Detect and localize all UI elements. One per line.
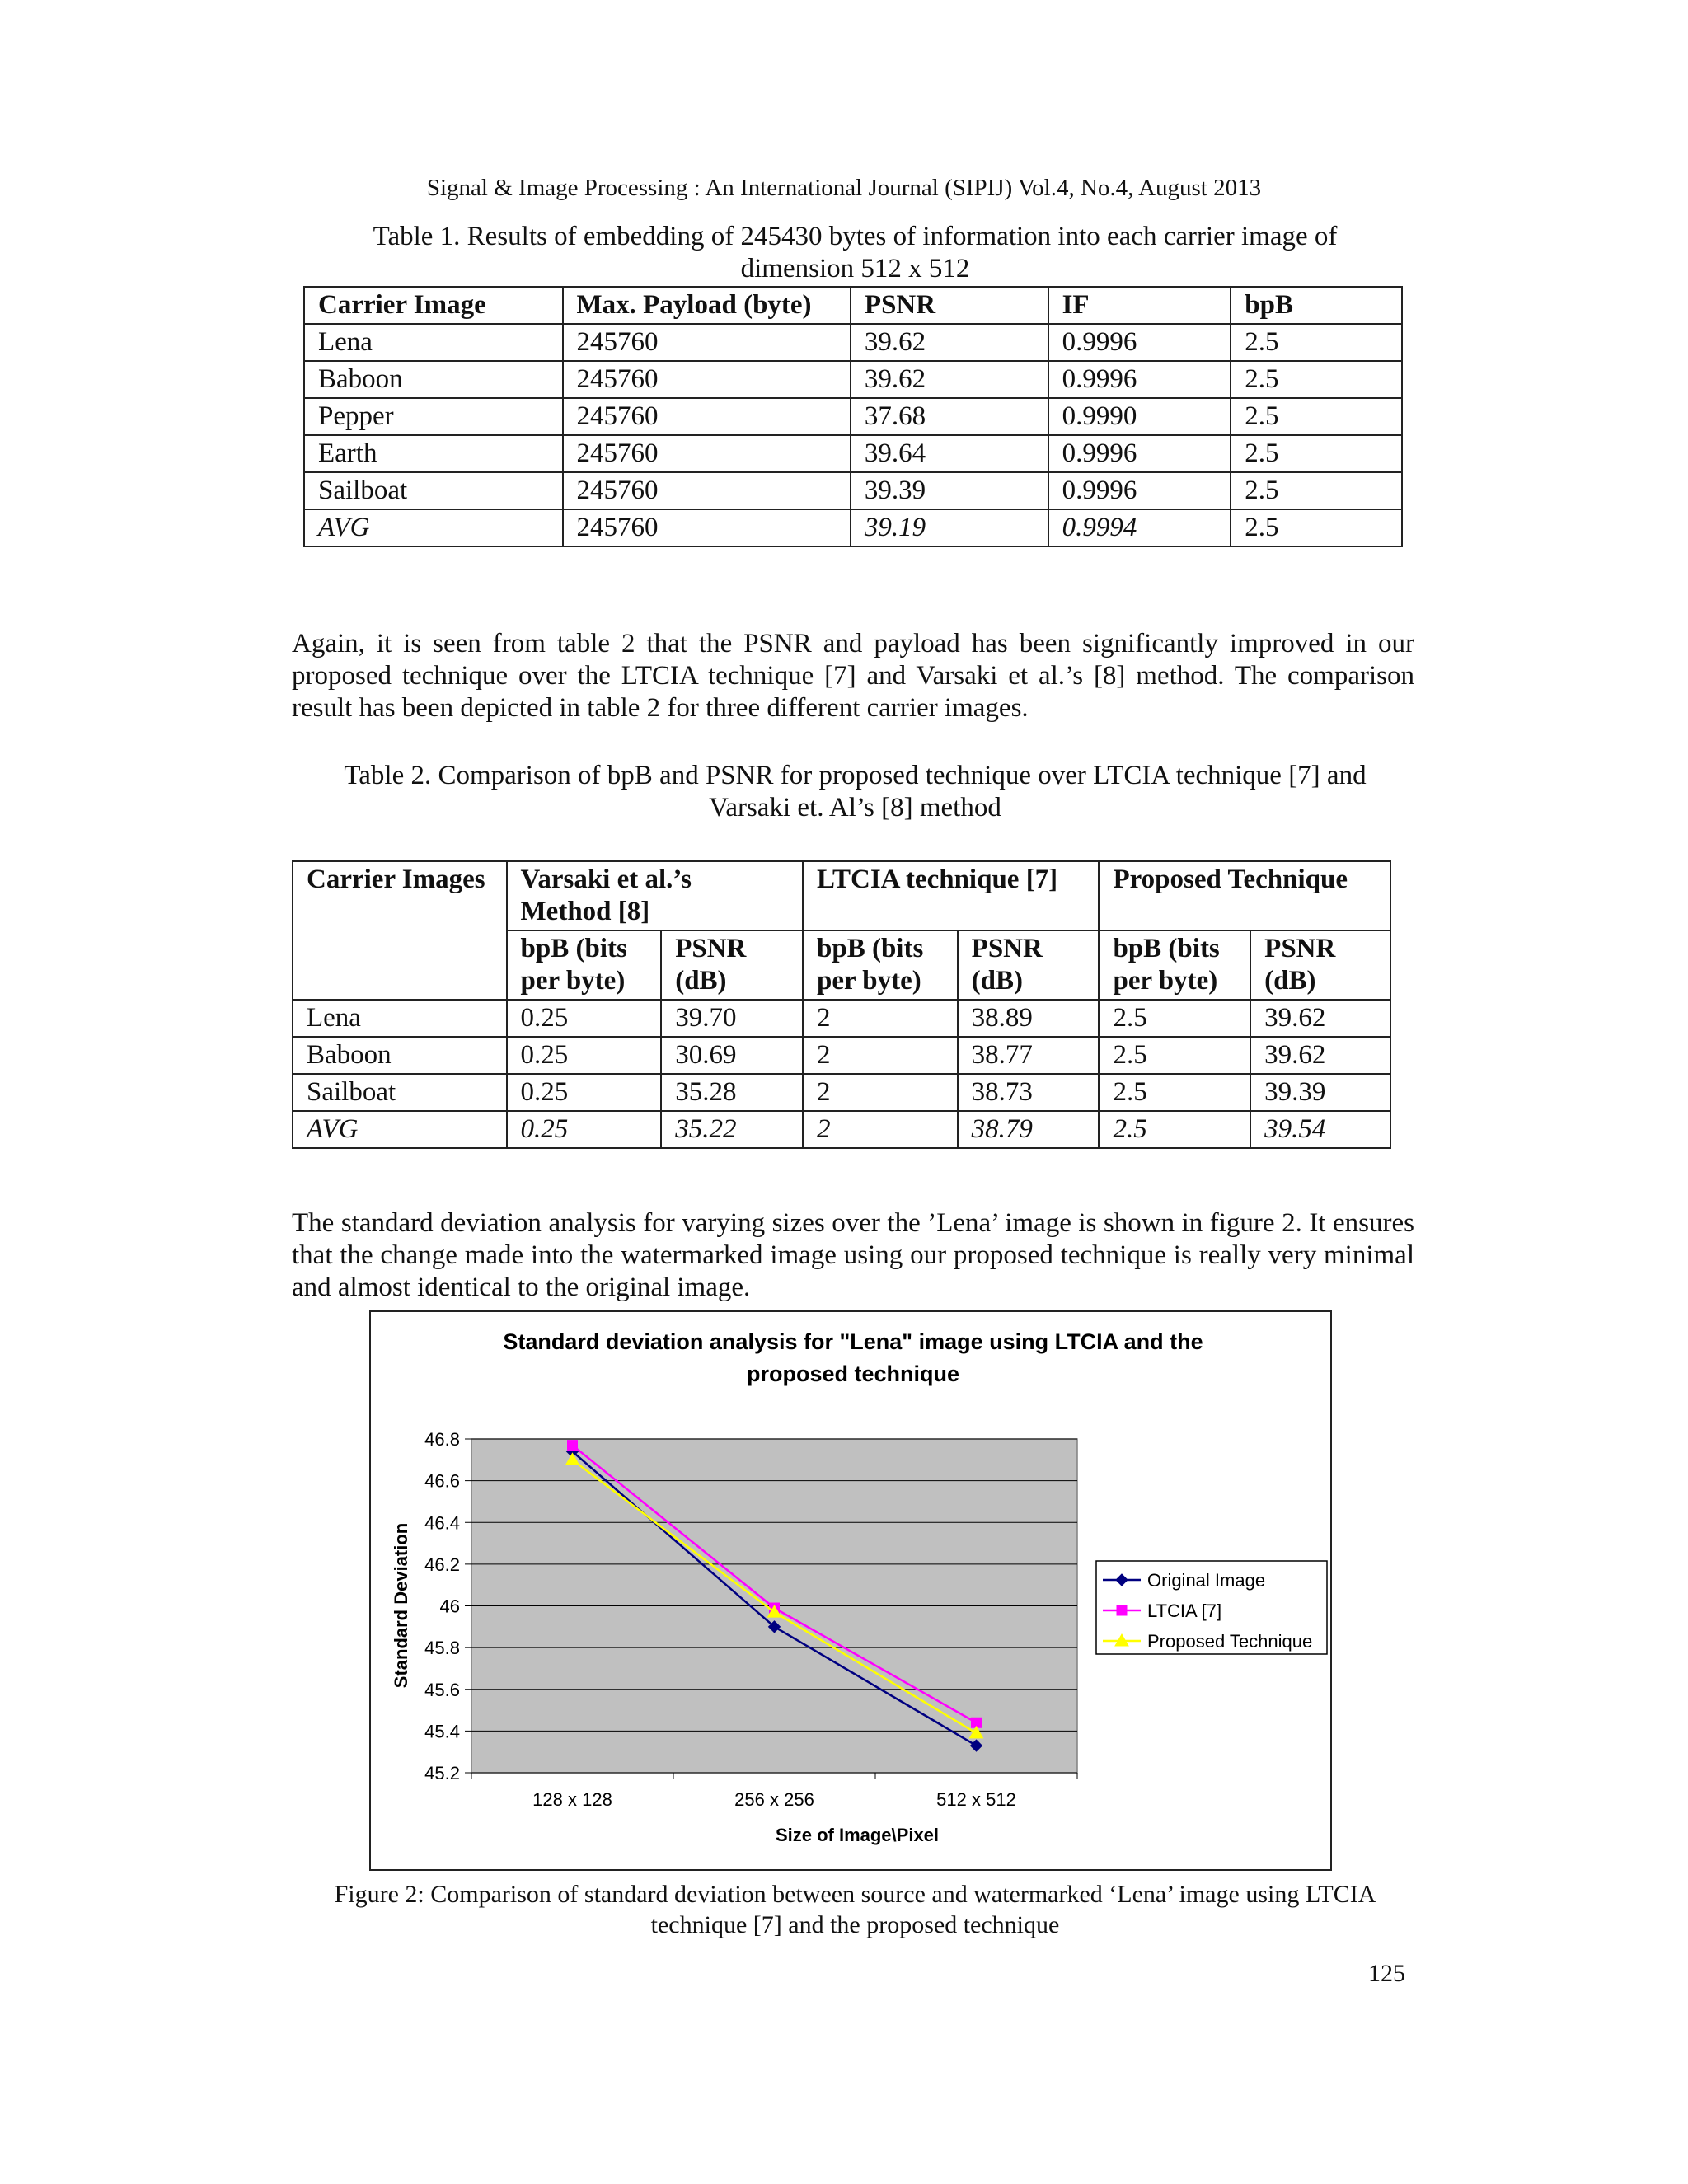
table2-group-header: Varsaki et al.’s Method [8]: [507, 861, 803, 930]
table2-caption-line2: Varsaki et. Al’s [8] method: [709, 793, 1001, 823]
table-cell: 2: [803, 1000, 958, 1037]
legend: [1096, 1561, 1327, 1654]
y-tick-label: 46: [439, 1596, 460, 1617]
table-cell: 245760: [563, 361, 851, 398]
table-cell: Lena: [293, 1000, 507, 1037]
table-cell: AVG: [304, 509, 563, 546]
y-tick-label: 46.8: [424, 1429, 460, 1450]
y-axis-label: Standard Deviation: [391, 1522, 411, 1689]
table-cell: 0.25: [507, 1037, 662, 1074]
table-cell: 39.19: [851, 509, 1048, 546]
table-cell: 38.79: [958, 1111, 1100, 1148]
table1-header: IF: [1048, 287, 1231, 324]
table-cell: 245760: [563, 324, 851, 361]
table-cell: 245760: [563, 435, 851, 472]
table-cell: Earth: [304, 435, 563, 472]
x-tick-label: 256 x 256: [734, 1789, 814, 1810]
table-cell: 0.25: [507, 1074, 662, 1111]
table-cell: Baboon: [304, 361, 563, 398]
table-cell: 245760: [563, 472, 851, 509]
y-tick-label: 45.8: [424, 1638, 460, 1659]
table2: [292, 860, 1391, 1149]
y-tick-label: 46.2: [424, 1554, 460, 1575]
table-cell: 0.25: [507, 1000, 662, 1037]
table-cell: 2.5: [1231, 324, 1402, 361]
table2-group-header: Carrier Images: [293, 861, 507, 1000]
table1: [303, 286, 1403, 547]
y-tick-label: 45.2: [424, 1763, 460, 1783]
table-row-avg: [293, 1111, 1390, 1148]
table-row: [293, 1074, 1390, 1111]
table-cell: 245760: [563, 509, 851, 546]
chart-title-line2: proposed technique: [746, 1361, 960, 1386]
table-cell: 38.73: [958, 1074, 1100, 1111]
legend-marker: [1117, 1605, 1127, 1615]
table-cell: Sailboat: [293, 1074, 507, 1111]
table-cell: 39.62: [1250, 1037, 1390, 1074]
y-tick-labels: [424, 1429, 471, 1783]
table-cell: 38.77: [958, 1037, 1100, 1074]
table2-sub-header: bpB (bits per byte): [1099, 930, 1250, 1000]
table-cell: Baboon: [293, 1037, 507, 1074]
x-tick-label: 128 x 128: [532, 1789, 612, 1810]
table-cell: 0.9996: [1048, 361, 1231, 398]
table1-header: Max. Payload (byte): [563, 287, 851, 324]
chart: [371, 1312, 1330, 1869]
figure-caption-line1: Figure 2: Comparison of standard deviation between source and watermarked ‘Lena’ image using LTCIA: [334, 1881, 1376, 1908]
table1-caption-line1: Table 1. Results of embedding of 245430 bytes of information into each carrier image of: [373, 222, 1338, 251]
table2-sub-header: PSNR (dB): [1250, 930, 1390, 1000]
table-cell: AVG: [293, 1111, 507, 1148]
table-cell: 2.5: [1099, 1037, 1250, 1074]
table-cell: 0.9996: [1048, 324, 1231, 361]
table-cell: 39.62: [1250, 1000, 1390, 1037]
table2-group-header-row: [293, 861, 1390, 930]
table-cell: 37.68: [851, 398, 1048, 435]
table-cell: Sailboat: [304, 472, 563, 509]
table2-group-header: Proposed Technique: [1099, 861, 1390, 930]
table1-header: bpB: [1231, 287, 1402, 324]
table-cell: 0.9990: [1048, 398, 1231, 435]
table-row: [293, 1037, 1390, 1074]
table-row: [304, 398, 1402, 435]
data-point: [568, 1441, 578, 1451]
running-head: Signal & Image Processing : An International Journal (SIPIJ) Vol.4, No.4, August 2013: [426, 175, 1262, 201]
table1-caption: [280, 221, 1430, 285]
table-cell: 0.9994: [1048, 509, 1231, 546]
table-cell: 39.54: [1250, 1111, 1390, 1148]
table-cell: 2.5: [1231, 435, 1402, 472]
table2-sub-header: bpB (bits per byte): [507, 930, 662, 1000]
table1-header: PSNR: [851, 287, 1048, 324]
table-cell: 2.5: [1231, 361, 1402, 398]
y-tick-label: 45.6: [424, 1679, 460, 1700]
table1-caption-line2: dimension 512 x 512: [740, 254, 970, 284]
paragraph-2: The standard deviation analysis for varying sizes over the ’Lena’ image is shown in figure 2. It ensures that the change made into the watermarked image using our proposed technique is really very minimal and almost identical to the original image.: [292, 1208, 1414, 1302]
table-cell: 0.9996: [1048, 435, 1231, 472]
table-row: [304, 324, 1402, 361]
table-cell: 2.5: [1231, 509, 1402, 546]
legend-label: LTCIA [7]: [1147, 1601, 1222, 1621]
table-cell: Lena: [304, 324, 563, 361]
table-cell: 2.5: [1099, 1074, 1250, 1111]
table-cell: 39.39: [1250, 1074, 1390, 1111]
table-cell: 245760: [563, 398, 851, 435]
paragraph-1: Again, it is seen from table 2 that the PSNR and payload has been significantly improved in our proposed technique over the LTCIA technique [7] and Varsaki et al.’s [8] method. The comparison result has been depicted in table 2 for three different carrier images.: [292, 629, 1414, 723]
table-row: [304, 435, 1402, 472]
table-row-avg: [304, 509, 1402, 546]
table-cell: 2.5: [1231, 398, 1402, 435]
table2-caption-line1: Table 2. Comparison of bpB and PSNR for proposed technique over LTCIA technique [7] and: [344, 761, 1367, 790]
x-tick-label: 512 x 512: [936, 1789, 1016, 1810]
table-cell: 2.5: [1099, 1111, 1250, 1148]
table-row: [304, 361, 1402, 398]
legend-label: Original Image: [1147, 1570, 1266, 1591]
legend-label: Proposed Technique: [1147, 1631, 1313, 1652]
figure-caption: [280, 1879, 1430, 1940]
table-cell: 35.22: [661, 1111, 803, 1148]
table-row: [293, 1000, 1390, 1037]
table-cell: 39.64: [851, 435, 1048, 472]
x-axis-label: Size of Image\Pixel: [775, 1825, 940, 1845]
table2-caption: [280, 760, 1430, 824]
table-cell: 0.25: [507, 1111, 662, 1148]
table-cell: 0.9996: [1048, 472, 1231, 509]
table-cell: 2: [803, 1074, 958, 1111]
table-cell: 2: [803, 1111, 958, 1148]
table-cell: 39.62: [851, 361, 1048, 398]
table-cell: 35.28: [661, 1074, 803, 1111]
page-number: 125: [1368, 1960, 1405, 1987]
table-cell: 39.70: [661, 1000, 803, 1037]
table-cell: 2: [803, 1037, 958, 1074]
table2-sub-header: PSNR (dB): [958, 930, 1100, 1000]
y-tick-label: 46.6: [424, 1470, 460, 1492]
table1-header: Carrier Image: [304, 287, 563, 324]
table2-sub-header: PSNR (dB): [661, 930, 803, 1000]
table-cell: 39.62: [851, 324, 1048, 361]
y-tick-label: 46.4: [424, 1512, 460, 1534]
figure-caption-line2: technique [7] and the proposed technique: [650, 1911, 1060, 1938]
table-cell: 30.69: [661, 1037, 803, 1074]
table-cell: Pepper: [304, 398, 563, 435]
table-cell: 38.89: [958, 1000, 1100, 1037]
table-cell: 39.39: [851, 472, 1048, 509]
table2-sub-header: bpB (bits per byte): [803, 930, 958, 1000]
y-tick-label: 45.4: [424, 1721, 460, 1742]
table2-group-header: LTCIA technique [7]: [803, 861, 1099, 930]
x-tick-labels: [471, 1773, 1077, 1810]
table-row: [304, 472, 1402, 509]
table-cell: 2.5: [1099, 1000, 1250, 1037]
table1-header-row: [304, 287, 1402, 324]
table-cell: 2.5: [1231, 472, 1402, 509]
chart-title-line1: Standard deviation analysis for "Lena" image using LTCIA and the: [503, 1329, 1203, 1354]
